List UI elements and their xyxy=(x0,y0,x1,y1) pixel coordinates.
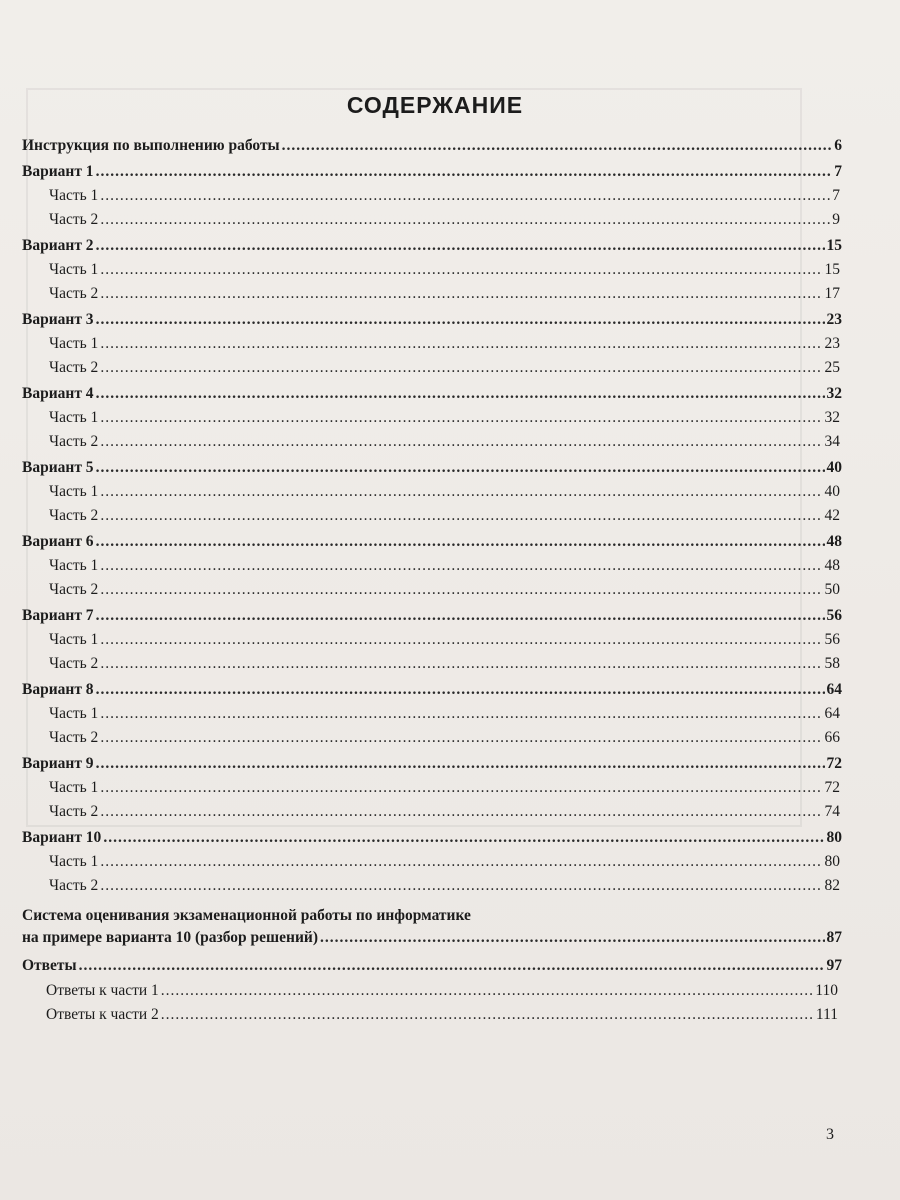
toc-entry-label: на примере варианта 10 (разбор решений) xyxy=(22,929,318,946)
toc-entry-variant-9-part-2[interactable] xyxy=(49,803,840,827)
toc-entry-page: 80 xyxy=(826,829,842,846)
toc-entry-label: Вариант 10 xyxy=(22,829,102,846)
page-title: СОДЕРЖАНИЕ xyxy=(346,92,524,118)
leader-dots xyxy=(100,261,822,279)
toc-entry-answers[interactable] xyxy=(22,957,842,981)
leader-dots xyxy=(100,729,822,747)
leader-dots xyxy=(100,803,822,821)
toc-entry-label: Часть 2 xyxy=(49,211,99,228)
toc-entry-page: 40 xyxy=(826,459,842,476)
toc-entry-page: 15 xyxy=(824,261,840,278)
toc-entry-label: Вариант 2 xyxy=(22,237,94,254)
toc-entry-variant-6-part-2[interactable] xyxy=(49,581,840,605)
toc-entry-variant-4-part-1[interactable] xyxy=(49,409,840,433)
toc-entry-page: 34 xyxy=(824,433,840,450)
toc-entry-variant-3[interactable] xyxy=(22,311,842,335)
toc-entry-page: 9 xyxy=(832,211,840,228)
toc-entry-variant-5[interactable] xyxy=(22,459,842,483)
toc-entry-label: Часть 2 xyxy=(49,581,99,598)
leader-dots xyxy=(100,483,822,501)
leader-dots xyxy=(100,335,822,353)
toc-entry-variant-7-part-2[interactable] xyxy=(49,655,840,679)
toc-entry-label: Вариант 3 xyxy=(22,311,94,328)
toc-entry-label: Инструкция по выполнению работы xyxy=(22,137,280,154)
toc-entry-label: Часть 2 xyxy=(49,729,99,746)
leader-dots xyxy=(100,409,822,427)
leader-dots xyxy=(96,311,825,329)
toc-entry-page: 25 xyxy=(824,359,840,376)
leader-dots xyxy=(161,982,814,1000)
toc-entry-label: Вариант 6 xyxy=(22,533,94,550)
toc-entry-variant-9-part-1[interactable] xyxy=(49,779,840,803)
leader-dots xyxy=(96,755,825,773)
leader-dots xyxy=(100,557,822,575)
toc-entry-page: 56 xyxy=(824,631,840,648)
toc-entry-label: Вариант 7 xyxy=(22,607,94,624)
leader-dots xyxy=(100,877,822,895)
toc-entry-page: 87 xyxy=(826,929,842,946)
toc-entry-label: Вариант 9 xyxy=(22,755,94,772)
toc-entry-page: 7 xyxy=(834,163,842,180)
leader-dots xyxy=(96,681,825,699)
leader-dots xyxy=(100,211,830,229)
leader-dots xyxy=(100,853,822,871)
leader-dots xyxy=(100,359,822,377)
toc-entry-page: 42 xyxy=(824,507,840,524)
toc-entry-variant-6-part-1[interactable] xyxy=(49,557,840,581)
toc-entry-variant-2-part-2[interactable] xyxy=(49,285,840,309)
toc-entry-variant-1-part-2[interactable] xyxy=(49,211,840,235)
toc-entry-label: Часть 2 xyxy=(49,803,99,820)
leader-dots xyxy=(96,459,825,477)
toc-entry-label: Часть 1 xyxy=(49,409,99,426)
toc-entry-grading-line-1[interactable] xyxy=(22,907,471,931)
toc-entry-page: 72 xyxy=(826,755,842,772)
toc-entry-label: Вариант 8 xyxy=(22,681,94,698)
toc-entry-label: Часть 1 xyxy=(49,705,99,722)
leader-dots xyxy=(320,929,825,947)
toc-entry-variant-8[interactable] xyxy=(22,681,842,705)
toc-entry-page: 74 xyxy=(824,803,840,820)
toc-entry-page: 64 xyxy=(826,681,842,698)
leader-dots xyxy=(100,705,822,723)
toc-entry-variant-2-part-1[interactable] xyxy=(49,261,840,285)
toc-entry-variant-3-part-1[interactable] xyxy=(49,335,840,359)
toc-entry-label: Часть 1 xyxy=(49,187,99,204)
toc-entry-page: 6 xyxy=(834,137,842,154)
toc-entry-variant-7[interactable] xyxy=(22,607,842,631)
toc-entry-variant-10-part-1[interactable] xyxy=(49,853,840,877)
toc-entry-page: 80 xyxy=(824,853,840,870)
toc-entry-variant-8-part-2[interactable] xyxy=(49,729,840,753)
leader-dots xyxy=(282,137,833,155)
leader-dots xyxy=(96,385,825,403)
toc-entry-variant-2[interactable] xyxy=(22,237,842,261)
toc-entry-answers-part-1[interactable] xyxy=(46,982,838,1006)
toc-entry-label: Часть 2 xyxy=(49,507,99,524)
leader-dots xyxy=(100,507,822,525)
toc-entry-page: 82 xyxy=(824,877,840,894)
toc-entry-label: Часть 1 xyxy=(49,483,99,500)
leader-dots xyxy=(100,655,822,673)
toc-entry-label: Ответы к части 2 xyxy=(46,1006,159,1023)
toc-entry-page: 110 xyxy=(815,982,838,999)
toc-entry-label: Часть 2 xyxy=(49,655,99,672)
toc-entry-label: Ответы xyxy=(22,957,77,974)
toc-entry-page: 48 xyxy=(826,533,842,550)
toc-entry-label: Система оценивания экзаменационной работы по информатике xyxy=(22,907,471,924)
toc-entry-grading[interactable] xyxy=(22,929,842,953)
toc-entry-page: 58 xyxy=(824,655,840,672)
leader-dots xyxy=(100,631,822,649)
toc-entry-page: 40 xyxy=(824,483,840,500)
toc-entry-label: Часть 1 xyxy=(49,779,99,796)
toc-entry-label: Вариант 5 xyxy=(22,459,94,476)
toc-entry-label: Часть 2 xyxy=(49,359,99,376)
toc-entry-page: 23 xyxy=(824,335,840,352)
leader-dots xyxy=(96,163,833,181)
toc-entry-variant-10-part-2[interactable] xyxy=(49,877,840,901)
toc-entry-label: Часть 2 xyxy=(49,285,99,302)
toc-entry-label: Вариант 1 xyxy=(22,163,94,180)
toc-entry-label: Часть 1 xyxy=(49,335,99,352)
toc-entry-label: Часть 2 xyxy=(49,433,99,450)
toc-entry-variant-1-part-1[interactable] xyxy=(49,187,840,211)
leader-dots xyxy=(100,779,822,797)
toc-entry-page: 56 xyxy=(826,607,842,624)
leader-dots xyxy=(96,533,825,551)
toc-entry-label: Часть 2 xyxy=(49,877,99,894)
toc-entry-instructions[interactable] xyxy=(22,137,842,161)
toc-entry-label: Часть 1 xyxy=(49,261,99,278)
page-number: 3 xyxy=(826,1126,834,1143)
toc-entry-variant-4[interactable] xyxy=(22,385,842,409)
toc-entry-page: 64 xyxy=(824,705,840,722)
toc-entry-page: 97 xyxy=(826,957,842,974)
toc-entry-page: 23 xyxy=(826,311,842,328)
toc-entry-page: 72 xyxy=(824,779,840,796)
toc-entry-variant-9[interactable] xyxy=(22,755,842,779)
toc-entry-label: Вариант 4 xyxy=(22,385,94,402)
toc-entry-variant-3-part-2[interactable] xyxy=(49,359,840,383)
toc-entry-page: 50 xyxy=(824,581,840,598)
toc-entry-variant-5-part-1[interactable] xyxy=(49,483,840,507)
leader-dots xyxy=(79,957,825,975)
toc-entry-label: Часть 1 xyxy=(49,557,99,574)
toc-entry-variant-6[interactable] xyxy=(22,533,842,557)
leader-dots xyxy=(96,237,825,255)
leader-dots xyxy=(100,285,822,303)
toc-entry-variant-5-part-2[interactable] xyxy=(49,507,840,531)
toc-entry-page: 32 xyxy=(826,385,842,402)
toc-entry-page: 32 xyxy=(824,409,840,426)
toc-entry-label: Часть 1 xyxy=(49,853,99,870)
toc-entry-page: 7 xyxy=(832,187,840,204)
toc-entry-page: 15 xyxy=(826,237,842,254)
toc-entry-page: 48 xyxy=(824,557,840,574)
toc-entry-variant-1[interactable] xyxy=(22,163,842,187)
leader-dots xyxy=(100,187,830,205)
toc-entry-label: Часть 1 xyxy=(49,631,99,648)
toc-entry-variant-4-part-2[interactable] xyxy=(49,433,840,457)
leader-dots xyxy=(100,581,822,599)
toc-entry-page: 66 xyxy=(824,729,840,746)
toc-entry-page: 17 xyxy=(824,285,840,302)
toc-entry-label: Ответы к части 1 xyxy=(46,982,159,999)
toc-entry-variant-8-part-1[interactable] xyxy=(49,705,840,729)
leader-dots xyxy=(96,607,825,625)
toc-entry-answers-part-2[interactable] xyxy=(46,1006,838,1030)
toc-entry-page: 111 xyxy=(815,1006,838,1023)
toc-entry-variant-10[interactable] xyxy=(22,829,842,853)
leader-dots xyxy=(100,433,822,451)
leader-dots xyxy=(103,829,824,847)
leader-dots xyxy=(161,1006,814,1024)
toc-entry-variant-7-part-1[interactable] xyxy=(49,631,840,655)
